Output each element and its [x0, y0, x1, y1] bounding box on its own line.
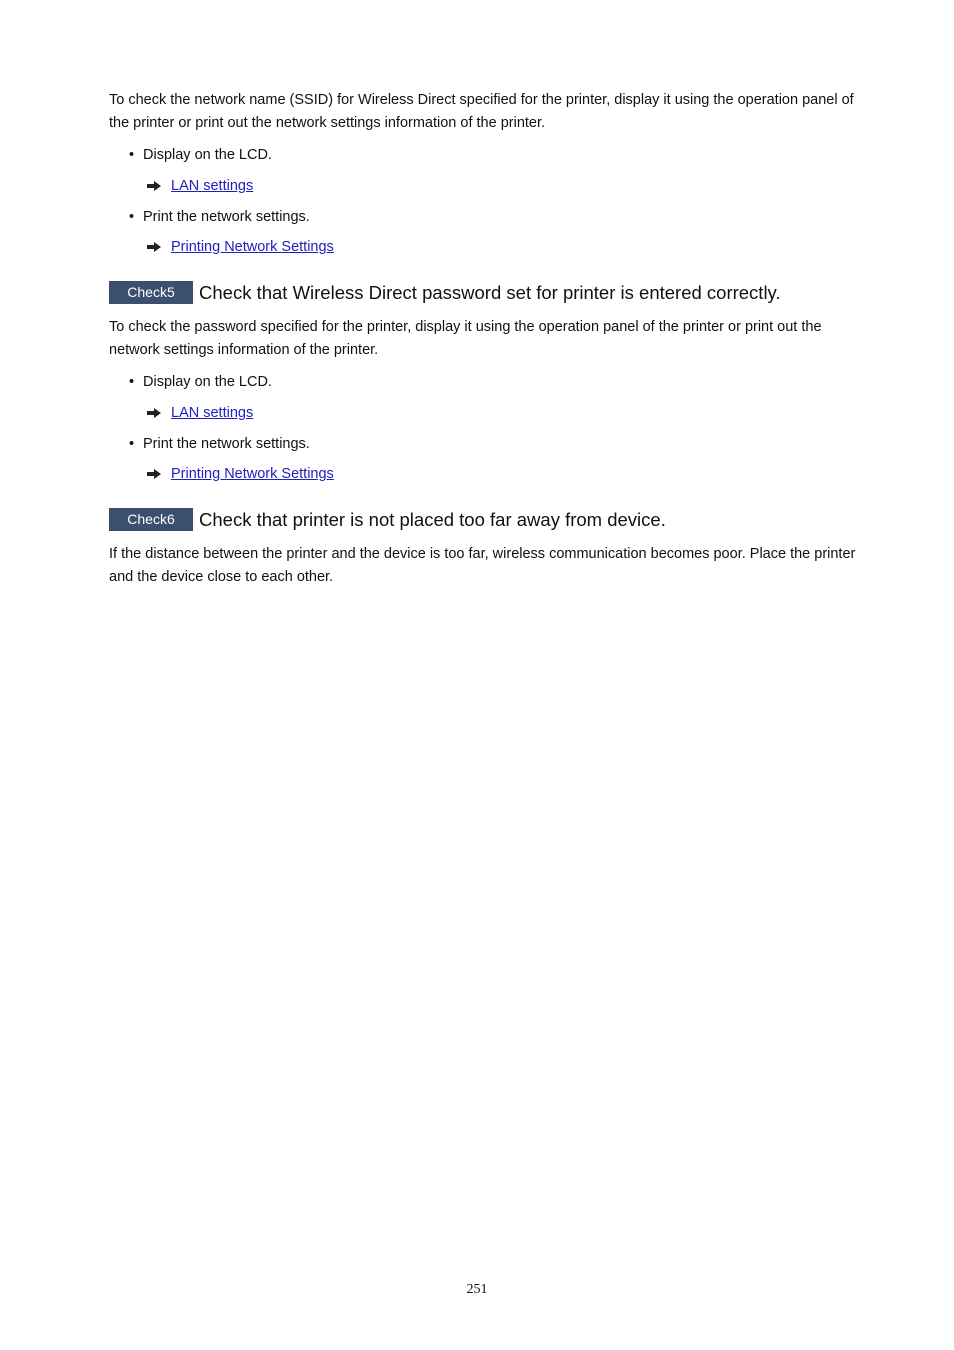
arrow-right-icon [146, 407, 162, 419]
bullet-text: Print the network settings. [143, 436, 310, 452]
bullet-display-lcd [129, 146, 272, 164]
printing-network-settings-link[interactable]: Printing Network Settings [171, 239, 334, 255]
page-number: 251 [466, 1282, 488, 1297]
link-row-lan-settings [146, 177, 253, 195]
printing-network-settings-link[interactable]: Printing Network Settings [171, 466, 334, 482]
arrow-right-icon [146, 180, 162, 192]
check6-title: Check that printer is not placed too far away from device. [199, 508, 666, 530]
ssid-intro-paragraph: To check the network name (SSID) for Wireless Direct specified for the printer, display it using the operation panel of the printer or print out the network settings information of the printer. [109, 92, 854, 131]
arrow-right-icon [146, 468, 162, 480]
bullet-dot: • [129, 436, 135, 452]
lan-settings-link[interactable]: LAN settings [171, 178, 254, 194]
check6-badge: Check6 [109, 508, 193, 531]
lan-settings-link[interactable]: LAN settings [171, 405, 254, 421]
bullet-text: Display on the LCD. [143, 374, 272, 390]
bullet-text: Display on the LCD. [143, 147, 272, 163]
bullet-print-network-settings [129, 435, 310, 453]
check5-intro-paragraph: To check the password specified for the printer, display it using the operation panel of the printer or print out the network settings information of the printer. [109, 319, 822, 358]
check5-heading [109, 281, 781, 304]
link-row-printing-network-settings [146, 238, 334, 256]
link-row-lan-settings [146, 404, 253, 422]
bullet-text: Print the network settings. [143, 209, 310, 225]
arrow-right-icon [146, 241, 162, 253]
check5-badge: Check5 [109, 281, 193, 304]
bullet-dot: • [129, 209, 135, 225]
bullet-dot: • [129, 374, 135, 390]
check6-body-paragraph: If the distance between the printer and the device is too far, wireless communication becomes poor. Place the printer and the device close to each other. [109, 546, 856, 585]
bullet-dot: • [129, 147, 135, 163]
link-row-printing-network-settings [146, 465, 334, 483]
bullet-print-network-settings [129, 208, 310, 226]
check6-heading [109, 508, 666, 531]
check5-title: Check that Wireless Direct password set for printer is entered correctly. [199, 281, 781, 303]
bullet-display-lcd [129, 373, 272, 391]
